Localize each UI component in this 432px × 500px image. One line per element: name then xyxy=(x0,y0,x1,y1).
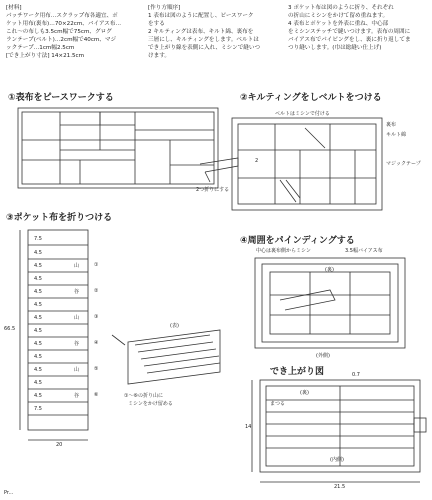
materials-line: パッチワーク用布…スクラップ布各適宜、ポ xyxy=(6,13,118,19)
materials-heading: [材料] xyxy=(6,5,22,11)
belt-fold-label: 2つ折りにする xyxy=(196,187,230,193)
pocket-dim: 4.5 xyxy=(34,315,42,321)
finished-diagram xyxy=(252,380,426,482)
section-5-heading: でき上がり図 xyxy=(270,367,325,377)
section-4-heading: ④周囲をパインディングする xyxy=(240,236,355,246)
outside-label: (外側) xyxy=(316,353,330,359)
pocket-top-label: (表) xyxy=(170,323,179,329)
howto-step: 2 キルティングは表布、キルト綿、裏布を xyxy=(148,29,254,35)
folded-pocket-diagram xyxy=(112,330,220,384)
pocket-width-label: 20 xyxy=(56,442,63,448)
howto-step: をミシンステッチで縫いつけます。表布の周囲に xyxy=(288,29,411,35)
fold-marker: ② xyxy=(94,288,99,294)
howto-step: バイアス布でパイピングをし、裏に折り返してま xyxy=(288,37,411,43)
center-stitch-label: 中心は裏布側からミシン xyxy=(256,248,311,254)
howto-step: 三層にし、キルティングをします。ベルトは xyxy=(148,37,259,43)
howto-step: けます。 xyxy=(148,53,170,59)
howto-heading: [作り方順序] xyxy=(148,5,181,11)
page-footer: Pr... xyxy=(4,490,14,496)
pocket-dim: 4.5 xyxy=(34,341,42,347)
howto-step: 3 ポケット布は図のように折り、それぞれ xyxy=(288,5,394,11)
pocket-dim: 4.5 xyxy=(34,302,42,308)
materials-line: ックテープ…1cm幅2.5cm xyxy=(6,45,75,51)
fold-type: 山 xyxy=(74,315,80,321)
materials-line: ランテープ(ベルト)…2cm幅で40cm、マジ xyxy=(6,37,117,43)
fold-marker: ③ xyxy=(94,314,99,320)
ura-label: (裏) xyxy=(325,267,334,273)
pocket-dim: 4.5 xyxy=(34,367,42,373)
quilt-batting-label: キルト綿 xyxy=(386,132,406,138)
fold-marker: ① xyxy=(94,262,99,268)
final-ura-label: (裏) xyxy=(300,390,309,396)
howto-step: の折山にミシンをかけて留め重ねます。 xyxy=(288,13,389,19)
howto-step: つり縫いします。(巾は総縫い仕上げ) xyxy=(288,45,382,51)
finished-size: [でき上がり寸法] 14×21.5cm xyxy=(6,53,85,59)
pocket-dim: 4.5 xyxy=(34,289,42,295)
fold-note-2: ミシンをかけ留める xyxy=(128,401,173,407)
fold-marker: ⑥ xyxy=(94,392,99,398)
fold-type: 谷 xyxy=(74,289,80,295)
materials-line: ケット用布(裏布)…70×22cm、バイアス布… xyxy=(6,21,122,27)
final-height-label: 14 xyxy=(245,424,252,430)
section-3-heading: ③ポケット布を折りつける xyxy=(6,213,113,223)
fold-marker: ⑤ xyxy=(94,366,99,372)
pocket-dim: 4.5 xyxy=(34,250,42,256)
belt-sewn-label: ベルトはミシンで付ける xyxy=(275,111,330,117)
back-fabric-label: 裏布 xyxy=(386,122,397,128)
fold-type: 山 xyxy=(74,367,80,373)
section-1-heading: ①表布をピースワークする xyxy=(8,93,114,103)
quilting-diagram xyxy=(200,118,382,210)
howto-step: 4 表布とポケットを外表に重ね、中心部 xyxy=(288,21,389,27)
materials-line: これ〜の布しも3.5cm幅で75cm、グログ xyxy=(6,29,112,35)
magic-tape-label: マジックテープ xyxy=(386,161,421,167)
fold-type: 谷 xyxy=(74,393,80,399)
bias-label: 3.5幅バイアス布 xyxy=(345,248,383,254)
pocket-dim: 4.5 xyxy=(34,380,42,386)
section-2-heading: ②キルティングをしベルトをつける xyxy=(240,93,382,103)
fold-type: 谷 xyxy=(74,341,80,347)
howto-step: でき上がり線を表側に入れ、ミシンで縫いつ xyxy=(148,45,261,51)
fold-marker: ④ xyxy=(94,340,99,346)
final-inside-label: (内側) xyxy=(330,457,344,463)
final-mark-label: まつる xyxy=(270,401,286,407)
pocket-dim: 4.5 xyxy=(34,276,42,282)
pocket-dim: 7.5 xyxy=(34,406,42,412)
patchwork-diagram xyxy=(18,108,218,188)
howto-step: をする xyxy=(148,21,165,27)
fold-type: 山 xyxy=(74,263,80,269)
pocket-dim: 4.5 xyxy=(34,354,42,360)
pocket-dim: 4.5 xyxy=(34,328,42,334)
final-top-label: 0.7 xyxy=(352,372,360,378)
two-cm-label: 2 xyxy=(255,158,259,164)
pocket-dim: 4.5 xyxy=(34,263,42,269)
final-width-label: 21.5 xyxy=(334,484,346,490)
pocket-height-label: 66.5 xyxy=(4,326,16,332)
fold-note-1: ①〜⑥の折り山に xyxy=(124,393,163,399)
pocket-dim: 7.5 xyxy=(34,236,42,242)
pocket-dim: 4.5 xyxy=(34,393,42,399)
howto-step: 1 表布は図のように配置し、ピースワーク xyxy=(148,13,254,19)
